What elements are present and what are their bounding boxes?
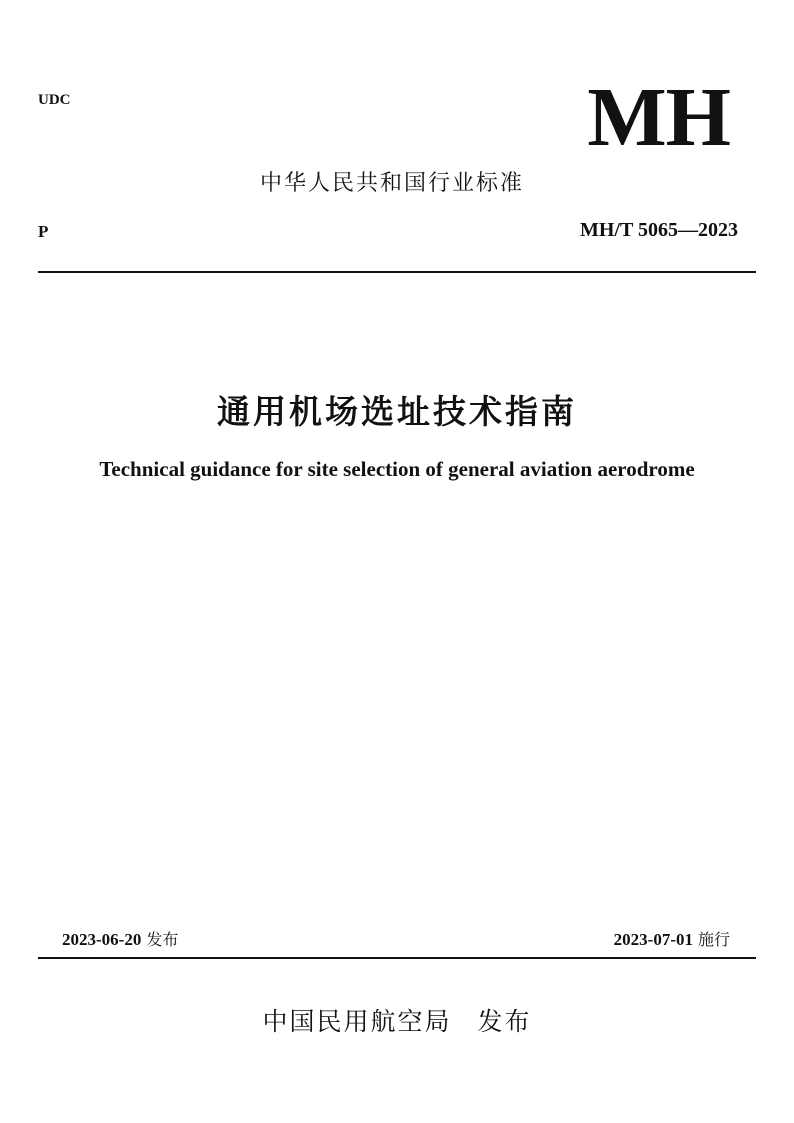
title-chinese: 通用机场选址技术指南 xyxy=(217,392,577,431)
implementation-date-block xyxy=(614,927,730,950)
footer-divider xyxy=(38,957,756,959)
publisher-line xyxy=(0,1002,794,1038)
mh-logo: MH xyxy=(587,71,730,164)
standard-type: 中华人民共和国行业标准 xyxy=(259,171,524,196)
issue-date-block xyxy=(62,927,178,950)
implementation-label: 施行 xyxy=(697,930,730,949)
standard-number: MH/T 5065—2023 xyxy=(580,219,738,241)
classification-code: P xyxy=(38,222,49,241)
title-english: Technical guidance for site selection of general aviation aerodrome xyxy=(99,457,695,481)
publisher-name: 中国民用航空局 xyxy=(262,1007,452,1036)
udc-label: UDC xyxy=(38,92,71,108)
header-divider xyxy=(38,271,756,273)
implementation-date: 2023-07-01 xyxy=(613,930,693,949)
publish-label: 发布 xyxy=(477,1007,532,1036)
issue-date: 2023-06-20 xyxy=(62,930,142,949)
issue-label: 发布 xyxy=(146,930,179,949)
